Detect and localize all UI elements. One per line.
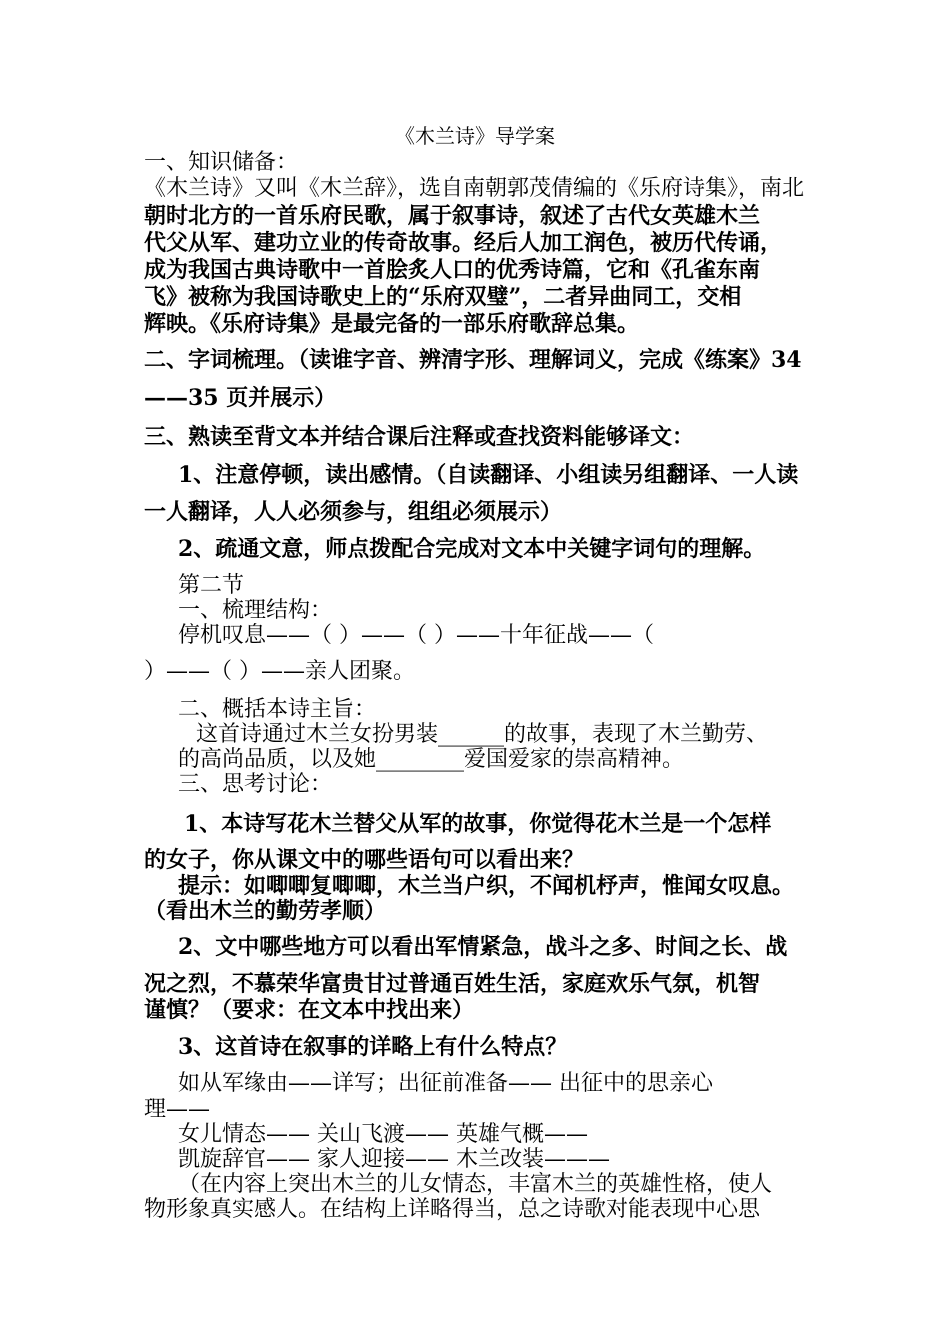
section-recite-heading: 三、熟读至背文本并结合课后注释或查找资料能够译文：	[144, 424, 695, 450]
recite-item-2: 2、疏通文意，师点拨配合完成对文本中关键字词句的理解。	[178, 536, 766, 562]
knowledge-paragraph-line-5: 飞》被称为我国诗歌史上的“乐府双璧”，二者异曲同工，交相	[144, 284, 742, 310]
question-3-answer-line-4: 凯旋辞官—— 家人迎接—— 木兰改装———	[178, 1147, 610, 1172]
theme-line-1: 这首诗通过木兰女扮男装______的故事，表现了木兰勤劳、	[196, 722, 769, 747]
question-3-answer-line-3: 女儿情态—— 关山飞渡—— 英雄气概——	[178, 1122, 588, 1147]
section-two-title: 第二节	[178, 573, 245, 598]
section-vocabulary-line-1: 二、字词梳理。（读谁字音、辨清字形、理解词义，完成《练案》34	[144, 347, 802, 373]
knowledge-paragraph-line-6: 辉映。《乐府诗集》是最完备的一部乐府歌辞总集。	[144, 311, 640, 337]
question-2-line-1: 2、文中哪些地方可以看出军情紧急，战斗之多、时间之长、战	[178, 934, 788, 960]
question-1-hint-line-1: 提示：如唧唧复唧唧，木兰当户织，不闻机杼声，惟闻女叹息。	[178, 873, 795, 899]
knowledge-paragraph-line-3: 代父从军、建功立业的传奇故事。经后人加工润色，被历代传诵，	[144, 230, 783, 256]
question-2-line-3: 谨慎？（要求：在文本中找出来）	[144, 997, 475, 1023]
knowledge-paragraph-line-4: 成为我国古典诗歌中一首脍炙人口的优秀诗篇，它和《孔雀东南	[144, 257, 761, 283]
question-3-line-1: 3、这首诗在叙事的详略上有什么特点？	[178, 1034, 568, 1060]
question-3-answer-line-6: 物形象真实感人。在结构上详略得当，总之诗歌对能表现中心思	[144, 1197, 761, 1222]
recite-item-1-line-2: 一人翻译，人人必须参与，组组必须展示）	[144, 499, 563, 525]
question-3-answer-line-5: （在内容上突出木兰的儿女情态，丰富木兰的英雄性格，使人	[178, 1172, 773, 1197]
recite-item-1-line-1: 1、注意停顿，读出感情。（自读翻译、小组读另组翻译、一人读	[178, 462, 799, 488]
structure-line-1: 停机叹息——（ ）——（ ）——十年征战——（	[178, 623, 654, 648]
question-1-line-1: 1、本诗写花木兰替父从军的故事，你觉得花木兰是一个怎样	[184, 811, 772, 837]
knowledge-paragraph-line-1: 《木兰诗》又叫《木兰辞》，选自南朝郭茂倩编的《乐府诗集》，南北	[144, 176, 805, 201]
question-1-hint-line-2: （看出木兰的勤劳孝顺）	[144, 898, 387, 924]
question-3-answer-line-1: 如从军缘由——详写；出征前准备—— 出征中的思亲心	[178, 1071, 713, 1096]
section-knowledge-heading: 一、知识储备：	[144, 150, 299, 175]
structure-line-2: ）——（ ）——亲人团聚。	[144, 659, 415, 684]
question-2-line-2: 况之烈，不慕荣华富贵甘过普通百姓生活，家庭欢乐气氛，机智	[144, 971, 761, 997]
structure-heading: 一、梳理结构：	[178, 598, 333, 623]
document-title: 《木兰诗》导学案	[395, 124, 555, 148]
theme-heading: 二、概括本诗主旨：	[178, 697, 377, 722]
question-3-answer-line-2: 理——	[144, 1097, 211, 1122]
knowledge-paragraph-line-2: 朝时北方的一首乐府民歌，属于叙事诗，叙述了古代女英雄木兰	[144, 203, 761, 229]
theme-line-2: 的高尚品质，以及她________爱国爱家的崇高精神。	[178, 747, 685, 772]
discussion-heading: 三、思考讨论：	[178, 772, 333, 797]
question-1-line-2: 的女子，你从课文中的哪些语句可以看出来？	[144, 847, 585, 873]
section-vocabulary-line-2: ——35 页并展示）	[144, 385, 337, 411]
